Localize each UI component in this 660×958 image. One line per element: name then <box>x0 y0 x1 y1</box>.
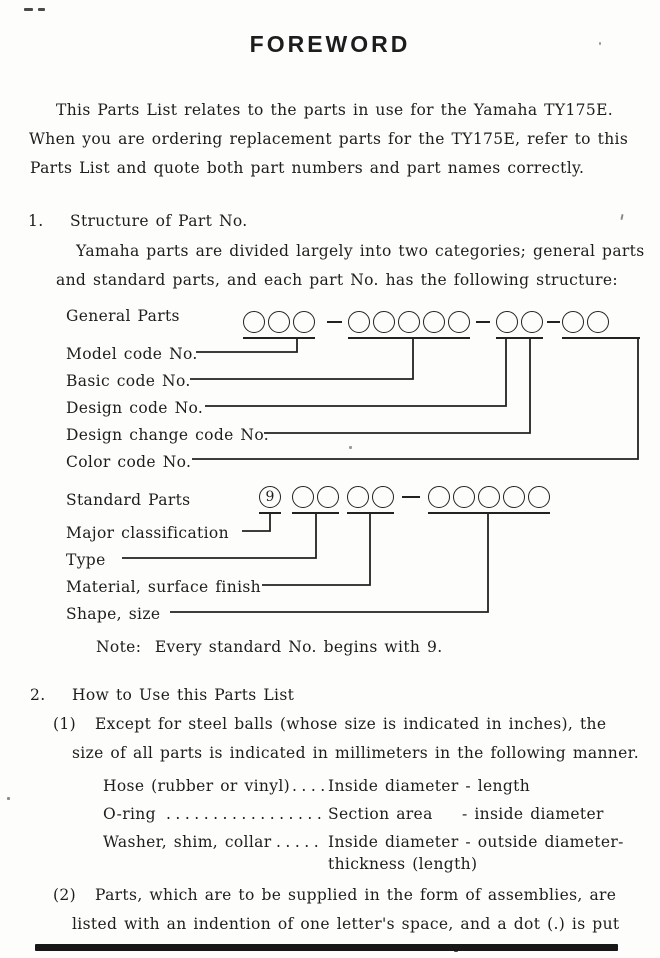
body-line: listed with an indention of one letter's space, and a dot (.) is put <box>72 915 620 933</box>
separator-dash <box>476 321 490 323</box>
code-digit-circle <box>428 486 450 508</box>
callout-label: Design code No. <box>66 399 204 417</box>
code-group-prefix <box>259 486 281 514</box>
scan-speck <box>349 446 352 449</box>
scan-speck <box>24 8 33 11</box>
code-digit-circle <box>453 486 475 508</box>
leader-dots: ................. <box>166 805 327 823</box>
callout-label: Model code No. <box>66 345 198 363</box>
intro-line: Parts List and quote both part numbers and part names correctly. <box>30 159 585 177</box>
diagram-label-general-parts: General Parts <box>66 307 180 325</box>
digit-9-circle: 9 <box>259 486 281 508</box>
code-digit-circle <box>528 486 550 508</box>
size-term: O-ring <box>103 805 156 823</box>
code-digit-circle <box>292 486 314 508</box>
body-line: Except for steel balls (whose size is indicated in inches), the <box>95 715 607 733</box>
body-line: Parts, which are to be supplied in the form of assemblies, are <box>95 886 617 904</box>
callout-label: Color code No. <box>66 453 192 471</box>
code-group-design <box>496 311 543 339</box>
section-heading: How to Use this Parts List <box>72 686 295 704</box>
intro-line: When you are ordering replacement parts for the TY175E, refer to this <box>29 130 629 148</box>
body-line: Yamaha parts are divided largely into two categories; general parts <box>76 242 645 260</box>
code-digit-circle <box>372 486 394 508</box>
size-desc: Section area <box>328 805 433 823</box>
body-line: size of all parts is indicated in millimeters in the following manner. <box>72 744 639 762</box>
scan-artifact-bar <box>35 944 618 951</box>
list-marker: (2) <box>53 886 77 904</box>
material-connector-line <box>262 513 370 585</box>
code-digit-circle <box>503 486 525 508</box>
code-digit-circle <box>496 311 518 333</box>
code-digit-circle <box>347 486 369 508</box>
size-term: Washer, shim, collar <box>103 833 272 851</box>
major-classification-connector-line <box>242 513 270 531</box>
code-digit-circle <box>317 486 339 508</box>
separator-dash <box>327 321 342 323</box>
callout-label: Design change code No. <box>66 426 270 444</box>
list-marker: (1) <box>53 715 77 733</box>
callout-label: Shape, size <box>66 605 161 623</box>
code-digit-circle <box>587 311 609 333</box>
design-code-connector-line <box>205 338 506 406</box>
code-digit-circle <box>521 311 543 333</box>
scan-speck <box>38 8 45 11</box>
code-digit-circle <box>293 311 315 333</box>
separator-dash <box>547 321 560 323</box>
callout-label: Basic code No. <box>66 372 191 390</box>
code-digit-circle <box>478 486 500 508</box>
callout-label: Major classification <box>66 524 229 542</box>
leader-dots: .... <box>292 777 330 795</box>
size-desc: thickness (length) <box>328 855 478 873</box>
size-term: Hose (rubber or vinyl) <box>103 777 291 795</box>
code-group-type <box>292 486 339 514</box>
callout-label: Type <box>66 551 106 569</box>
code-digit-circle <box>398 311 420 333</box>
code-digit-circle <box>423 311 445 333</box>
size-desc: Inside diameter - length <box>328 777 531 795</box>
separator-dash <box>402 496 420 498</box>
design-change-code-connector-line <box>264 338 530 433</box>
code-group-basic <box>348 311 470 339</box>
code-digit-circle <box>243 311 265 333</box>
scan-speck <box>7 797 10 800</box>
code-digit-circle <box>373 311 395 333</box>
section-heading: Structure of Part No. <box>70 212 248 230</box>
note-text: Note: Every standard No. begins with 9. <box>96 638 443 656</box>
code-group-model <box>243 311 315 339</box>
section-number: 2. <box>30 686 46 704</box>
model-code-connector-line <box>196 338 297 352</box>
leader-dots: ..... <box>276 833 324 851</box>
code-digit-circle <box>562 311 584 333</box>
page-title: FOREWORD <box>249 31 411 57</box>
body-line: and standard parts, and each part No. has the following structure: <box>56 271 618 289</box>
code-digit-circle <box>348 311 370 333</box>
section-number: 1. <box>28 212 44 230</box>
code-group-color <box>562 311 640 339</box>
code-group-shape <box>428 486 550 514</box>
size-desc: Inside diameter - outside diameter- <box>328 833 624 851</box>
code-digit-circle <box>268 311 290 333</box>
diagram-label-standard-parts: Standard Parts <box>66 491 191 509</box>
scan-speck <box>620 214 623 220</box>
code-group-material <box>347 486 394 514</box>
size-desc: - inside diameter <box>462 805 604 823</box>
intro-line: This Parts List relates to the parts in use for the Yamaha TY175E. <box>56 101 614 119</box>
callout-label: Material, surface finish <box>66 578 262 596</box>
basic-code-connector-line <box>190 338 413 379</box>
code-digit-circle <box>448 311 470 333</box>
